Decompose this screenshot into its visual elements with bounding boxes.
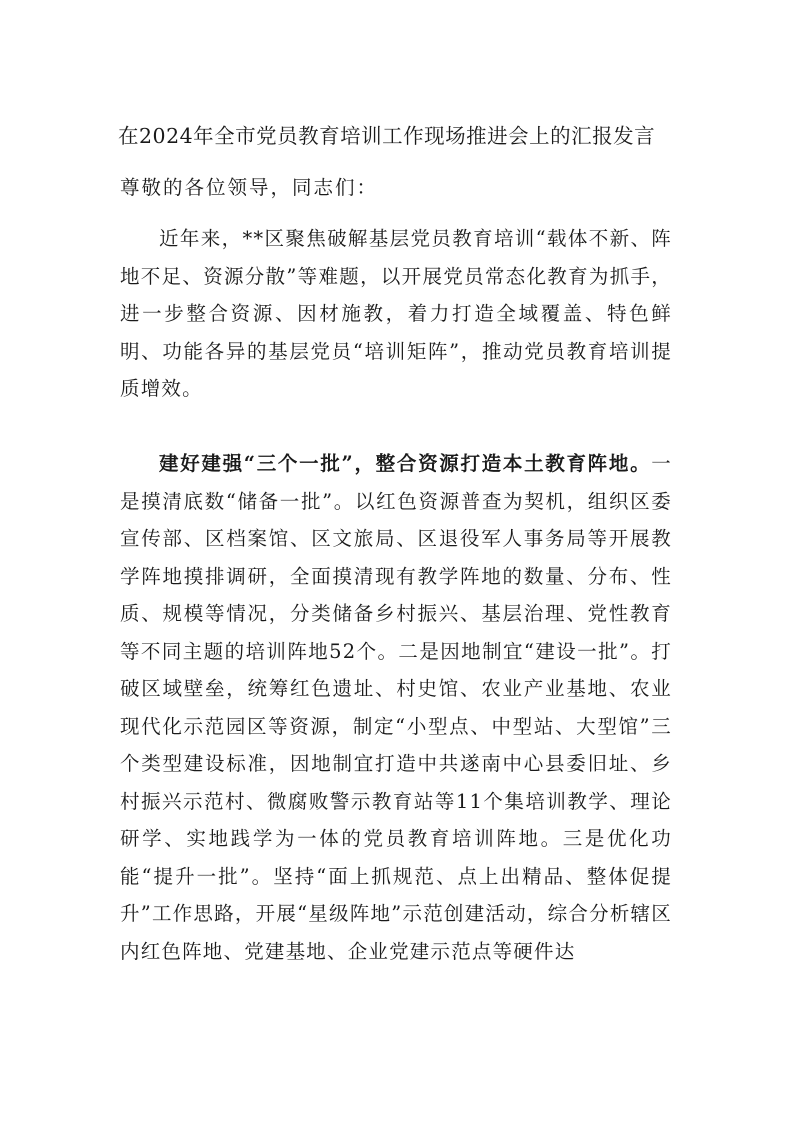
paragraph-intro	[120, 220, 672, 408]
section-heading: 建好建强“三个一批”，整合资源打造本土教育阵地。	[159, 452, 652, 475]
document-title: 在2024年全市党员教育培训工作现场推进会上的汇报发言	[118, 124, 656, 148]
paragraph-text: 近年来，**区聚焦破解基层党员教育培训“载体不新、阵地不足、资源分散”等难题，以开展党员常态化教育为抓手，进一步整合资源、因材施教，着力打造全域覆盖、特色鲜明、功能各异的基层党员“培训矩阵”，推动党员教育培训提质增效。	[120, 227, 672, 400]
paragraph-text: 一是摸清底数“储备一批”。以红色资源普查为契机，组织区委宣传部、区档案馆、区文旅局、区退役军人事务局等开展教学阵地摸排调研，全面摸清现有教学阵地的数量、分布、性质、规模等情况，分类储备乡村振兴、基层治理、党性教育等不同主题的培训阵地52个。二是因地制宜“建设一批”。打破区域壁垒，统筹红色遗址、村史馆、农业产业基地、农业现代化示范园区等资源，制定“小型点、中型站、大型馆”三个类型建设标准，因地制宜打造中共遂南中心县委旧址、乡村振兴示范村、微腐败警示教育站等11个集培训教学、理论研学、实地践学为一体的党员教育培训阵地。三是优化功能“提升一批”。坚持“面上抓规范、点上出精品、整体促提升”工作思路，开展“星级阵地”示范创建活动，综合分析辖区内红色阵地、党建基地、企业党建示范点等硬件达	[120, 452, 672, 963]
paragraph-section-one	[120, 445, 672, 970]
salutation: 尊敬的各位领导，同志们：	[120, 176, 379, 199]
